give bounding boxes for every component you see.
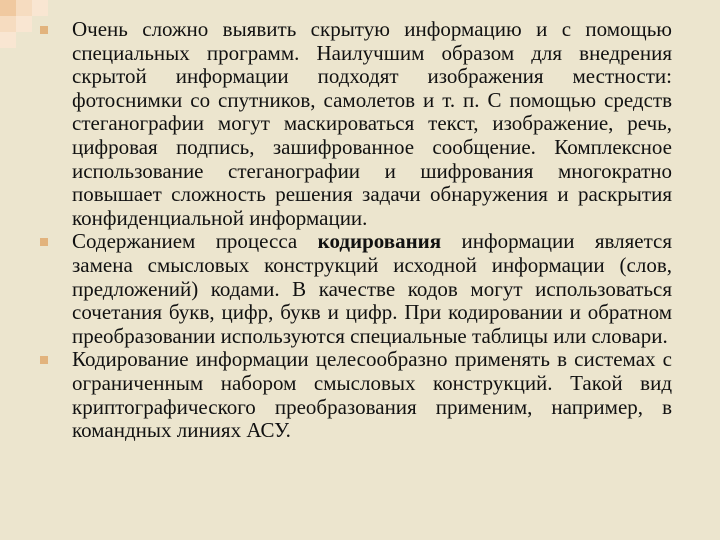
- bullet-item-steganography: [40, 18, 672, 230]
- bullet-square-icon: [40, 26, 48, 34]
- slide-content: [40, 18, 672, 443]
- bullet-square-icon: [40, 238, 48, 246]
- bullet-text: [72, 230, 672, 348]
- bullet-text-after: информации является замена смысловых конструкций исходной информации (слов, предложений) кодами. В качестве кодов могут использоваться сочетания букв, цифр, букв и цифр. При кодировании и обратном преобразовании используются специальные таблицы или словари.: [72, 229, 672, 348]
- bullet-item-encoding-usage: [40, 348, 672, 442]
- bullet-square-icon: [40, 356, 48, 364]
- bullet-text: Кодирование информации целесообразно применять в системах с ограниченным набором смысловых конструкций. Такой вид криптографического преобразования применим, например, в командных линиях АСУ.: [72, 347, 672, 443]
- bullet-text: Очень сложно выявить скрытую информацию и с помощью специальных программ. Наилучшим образом для внедрения скрытой информации подходят изображения местности: фотоснимки со спутников, самолетов и т. п. С помощью средств стеганографии могут маскироваться текст, изображение, речь, цифровая подпись, зашифрованное сообщение. Комплексное использование стеганографии и шифрования многократно повышает сложность решения задачи обнаружения и раскрытия конфиденциальной информации.: [72, 17, 672, 230]
- bullet-item-encoding: [40, 230, 672, 348]
- bullet-text-before: Содержанием процесса: [72, 229, 318, 254]
- bullet-text-emphasis: кодирования: [317, 229, 442, 254]
